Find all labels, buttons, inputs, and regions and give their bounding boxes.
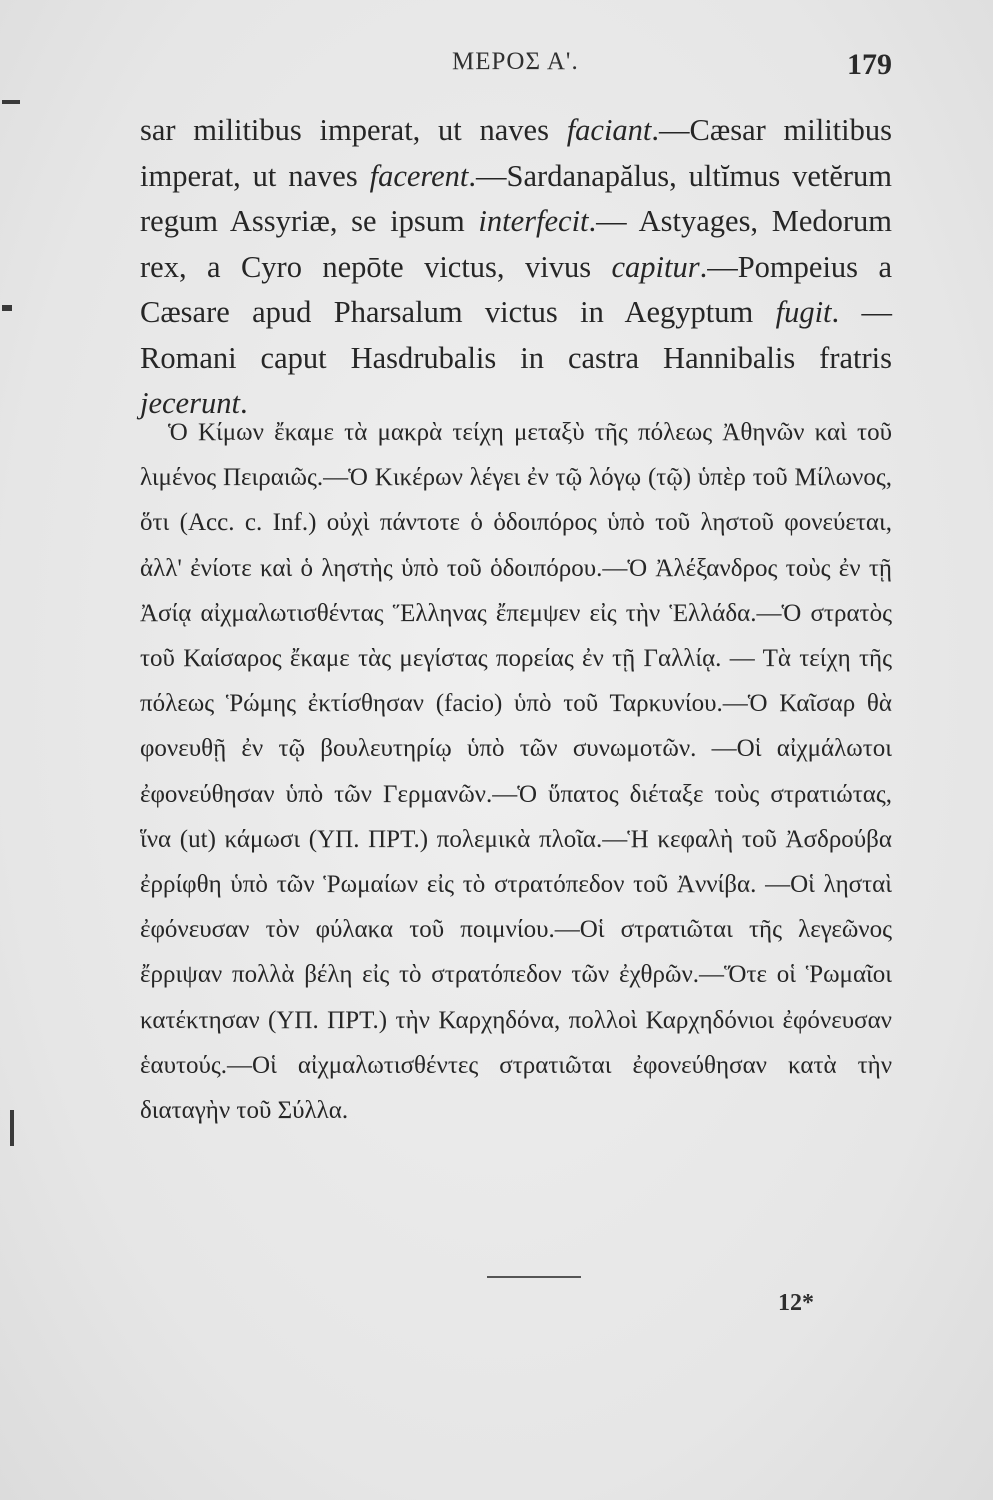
italic-verb: interfecit: [478, 204, 589, 238]
text-segment: .—Pompeius a Cæsare apud Pharsalum victus in Aegyptum: [140, 249, 892, 329]
greek-exercise-paragraph: [140, 410, 892, 1133]
binding-mark: [10, 1110, 14, 1146]
italic-verb: facerent: [369, 158, 469, 193]
italic-verb: jecerunt: [140, 386, 240, 420]
italic-verb: capitur: [611, 249, 700, 284]
text-segment: . — Romani caput Hasdrubalis in castra Hannibalis fratris: [140, 295, 893, 375]
footer-rule: [487, 1276, 581, 1278]
printer-signature-mark: 12*: [778, 1290, 814, 1316]
text-segment: .— Astyages, Medorum rex, a Cyro nepōte victus, vivus: [140, 204, 892, 284]
italic-verb: faciant: [566, 113, 652, 147]
text-segment: .—Cæsar militibus imperat, ut naves: [140, 113, 892, 193]
running-head: ΜΕΡΟΣ Α'.: [452, 48, 579, 75]
italic-verb: fugit: [775, 295, 832, 329]
page-number: 179: [847, 48, 892, 81]
page-header: [140, 48, 892, 88]
binding-mark: [2, 100, 20, 104]
text-segment: .—Sardanapălus, ultĭmus vetĕrum regum Assyriæ, se ipsum: [140, 158, 892, 238]
text-segment: Ὁ Κίμων ἔκαμε τὰ μακρὰ τείχη μεταξὺ τῆς πόλεως Ἀθηνῶν καὶ τοῦ λιμένος Πειραιῶς.—Ὁ Κικέρων λέγει ἐν τῷ λόγῳ (τῷ) ὑπὲρ τοῦ Μίλωνος, ὅτι (Acc. c. Inf.) οὐχὶ πάντοτε ὁ ὁδοιπόρος ὑπὸ τοῦ ληστοῦ φονεύεται, ἀλλ' ἐνίοτε καὶ ὁ ληστὴς ὑπὸ τοῦ ὁδοιπόρου.—Ὁ Ἀλέξανδρος τοὺς ἐν τῇ Ἀσίᾳ αἰχμαλωτισθέντας Ἕλληνας ἔπεμψεν εἰς τὴν Ἑλλάδα.—Ὁ στρατὸς τοῦ Καίσαρος ἔκαμε τὰς μεγίστας πορείας ἐν τῇ Γαλλίᾳ. — Τὰ τείχη τῆς πόλεως Ῥώμης ἐκτίσθησαν (facio) ὑπὸ τοῦ Ταρκυνίου.—Ὁ Καῖσαρ θὰ φονευθῇ ἐν τῷ βουλευτηρίῳ ὑπὸ τῶν συνωμοτῶν. —Οἱ αἰχμάλωτοι ἐφονεύθησαν ὑπὸ τῶν Γερμανῶν.—Ὁ ὕπατος διέταξε τοὺς στρατιώτας, ἵνα (ut) κάμωσι (ΥΠ. ΠΡΤ.) πολεμικὰ πλοῖα.—Ἡ κεφαλὴ τοῦ Ἀσδρούβα ἐρρίφθη ὑπὸ τῶν Ῥωμαίων εἰς τὸ στρατόπεδον τοῦ Ἀννίβα. —Οἱ λησταὶ ἐφόνευσαν τὸν φύλακα τοῦ ποιμνίου.—Οἱ στρατιῶται τῆς λεγεῶνος ἔρριψαν πολλὰ βέλη εἰς τὸ στρατόπεδον τῶν ἐχθρῶν.—Ὅτε οἱ Ῥωμαῖοι κατέκτησαν (ΥΠ. ΠΡΤ.) τὴν Καρχηδόνα, πολλοὶ Καρχηδόνιοι ἐφόνευσαν ἑαυτούς.—Οἱ αἰχμαλωτισθέντες στρατιῶται ἐφονεύθησαν κατὰ τὴν διαταγὴν τοῦ Σύλλα.: [140, 419, 892, 1125]
binding-mark: [2, 305, 12, 311]
text-segment: .: [239, 386, 248, 420]
latin-exercise-paragraph: [140, 108, 892, 427]
text-segment: sar militibus imperat, ut naves: [140, 113, 567, 147]
